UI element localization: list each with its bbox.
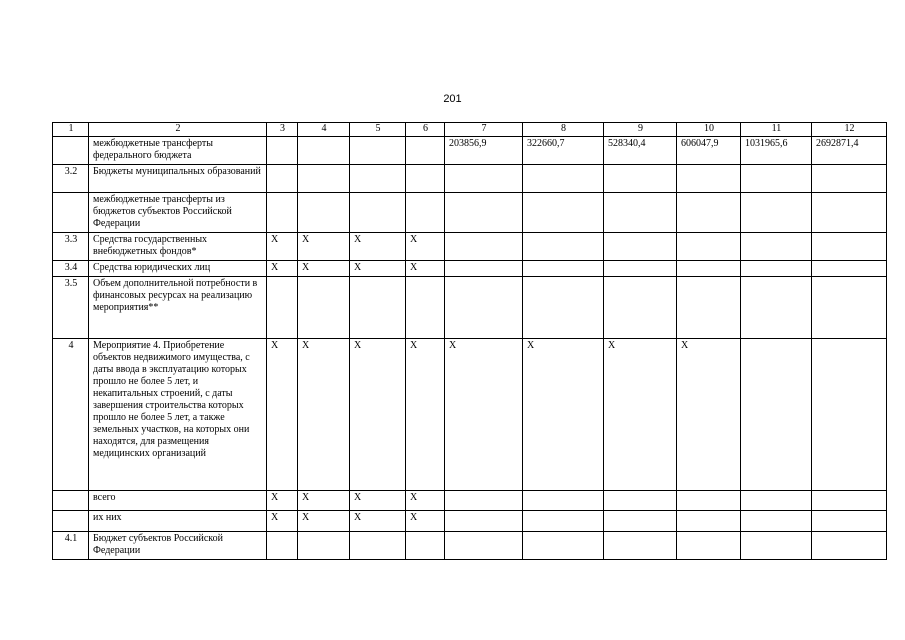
table-cell: X	[267, 261, 298, 277]
table-cell: X	[298, 511, 350, 532]
table-row	[53, 339, 887, 491]
table-cell	[677, 532, 741, 560]
table-cell	[812, 277, 887, 339]
table-cell	[523, 532, 604, 560]
table-cell	[741, 339, 812, 491]
table-row	[53, 511, 887, 532]
table-cell: X	[350, 233, 406, 261]
table-cell	[406, 165, 445, 193]
table-cell	[267, 277, 298, 339]
row-number	[53, 137, 89, 165]
table-row	[53, 532, 887, 560]
table-cell: X	[298, 491, 350, 511]
table-cell	[812, 193, 887, 233]
table-cell	[812, 532, 887, 560]
table-cell	[406, 193, 445, 233]
table-cell: X	[445, 339, 523, 491]
row-number	[53, 193, 89, 233]
table-cell	[812, 511, 887, 532]
table-row	[53, 165, 887, 193]
table-cell	[677, 233, 741, 261]
table-cell	[445, 233, 523, 261]
table-cell: X	[406, 233, 445, 261]
table-cell	[445, 165, 523, 193]
table-cell	[523, 261, 604, 277]
table-cell	[267, 193, 298, 233]
table-cell	[298, 532, 350, 560]
column-header: 7	[445, 123, 523, 137]
table-row	[53, 491, 887, 511]
table-cell	[741, 233, 812, 261]
table-cell	[445, 261, 523, 277]
column-header: 12	[812, 123, 887, 137]
table-cell: X	[298, 339, 350, 491]
table-cell	[677, 193, 741, 233]
table-cell: X	[604, 339, 677, 491]
table-cell	[267, 137, 298, 165]
table-cell	[604, 193, 677, 233]
table-cell: 203856,9	[445, 137, 523, 165]
table-cell	[677, 511, 741, 532]
table-row	[53, 277, 887, 339]
row-number	[53, 491, 89, 511]
table-cell	[523, 277, 604, 339]
table-cell: X	[267, 339, 298, 491]
table-cell	[741, 532, 812, 560]
table-cell: X	[677, 339, 741, 491]
table-cell	[677, 491, 741, 511]
table-row	[53, 137, 887, 165]
table-cell	[406, 532, 445, 560]
table-cell	[445, 532, 523, 560]
table-cell	[741, 491, 812, 511]
table-cell	[350, 165, 406, 193]
table-cell	[604, 532, 677, 560]
table-row	[53, 233, 887, 261]
column-header: 5	[350, 123, 406, 137]
table-cell	[812, 165, 887, 193]
table-cell	[677, 261, 741, 277]
row-number: 4	[53, 339, 89, 491]
table-cell	[741, 511, 812, 532]
row-number: 3.4	[53, 261, 89, 277]
table-cell: X	[350, 339, 406, 491]
column-header: 1	[53, 123, 89, 137]
page-number: 201	[443, 93, 462, 105]
table-cell	[445, 277, 523, 339]
table-cell	[604, 277, 677, 339]
table-cell	[267, 165, 298, 193]
table-cell	[741, 261, 812, 277]
table-cell	[350, 137, 406, 165]
table-cell: X	[406, 491, 445, 511]
table-cell: 322660,7	[523, 137, 604, 165]
table-cell: 2692871,4	[812, 137, 887, 165]
table-cell: X	[298, 261, 350, 277]
table-cell	[741, 193, 812, 233]
table-cell: X	[298, 233, 350, 261]
column-header: 10	[677, 123, 741, 137]
table-cell	[741, 165, 812, 193]
row-description: Бюджеты муниципальных образований	[89, 165, 267, 193]
table-cell	[604, 491, 677, 511]
table-cell	[677, 165, 741, 193]
table-cell	[523, 491, 604, 511]
table-cell	[267, 532, 298, 560]
table-cell: X	[267, 511, 298, 532]
table-cell	[604, 233, 677, 261]
table-row	[53, 193, 887, 233]
table-cell: X	[523, 339, 604, 491]
table-cell: 528340,4	[604, 137, 677, 165]
column-header: 9	[604, 123, 677, 137]
table-cell: X	[350, 261, 406, 277]
row-description: Средства юридических лиц	[89, 261, 267, 277]
table-cell	[350, 193, 406, 233]
table-cell	[604, 511, 677, 532]
row-description: их них	[89, 511, 267, 532]
row-number: 3.2	[53, 165, 89, 193]
column-header: 11	[741, 123, 812, 137]
column-header: 6	[406, 123, 445, 137]
table-cell	[523, 165, 604, 193]
table-cell	[741, 277, 812, 339]
column-header: 3	[267, 123, 298, 137]
column-number-row	[53, 123, 887, 137]
table-cell	[812, 233, 887, 261]
table-cell	[523, 511, 604, 532]
table-cell: X	[406, 261, 445, 277]
table-cell	[677, 277, 741, 339]
row-description: Мероприятие 4. Приобретение объектов недвижимого имущества, с даты ввода в эксплуатацию которых прошло не более 5 лет, и некапитальных строений, с даты завершения строительства которых прошло не более 5 лет, а также земельных участков, на которых они находятся, для размещения медицинских организаций	[89, 339, 267, 491]
table-cell	[812, 261, 887, 277]
row-description: межбюджетные трансферты из бюджетов субъектов Российской Федерации	[89, 193, 267, 233]
table-cell	[445, 511, 523, 532]
table-cell	[298, 165, 350, 193]
table-cell: X	[350, 491, 406, 511]
table-cell: X	[350, 511, 406, 532]
row-number	[53, 511, 89, 532]
column-header: 8	[523, 123, 604, 137]
table-cell	[298, 277, 350, 339]
row-number: 3.5	[53, 277, 89, 339]
financing-table	[52, 122, 887, 560]
table-cell	[604, 165, 677, 193]
table-cell: X	[406, 511, 445, 532]
table-cell	[523, 233, 604, 261]
table-cell	[350, 532, 406, 560]
column-header: 4	[298, 123, 350, 137]
row-description: Средства государственных внебюджетных фондов*	[89, 233, 267, 261]
table-cell	[445, 491, 523, 511]
table-cell: X	[406, 339, 445, 491]
row-number: 3.3	[53, 233, 89, 261]
table-cell: X	[267, 233, 298, 261]
table-cell	[350, 277, 406, 339]
row-description: межбюджетные трансферты федерального бюджета	[89, 137, 267, 165]
row-description: Бюджет субъектов Российской Федерации	[89, 532, 267, 560]
table-cell	[523, 193, 604, 233]
row-number: 4.1	[53, 532, 89, 560]
table-cell: 1031965,6	[741, 137, 812, 165]
table-cell	[812, 339, 887, 491]
row-description: всего	[89, 491, 267, 511]
row-description: Объем дополнительной потребности в финансовых ресурсах на реализацию мероприятия**	[89, 277, 267, 339]
table-cell	[406, 137, 445, 165]
table-cell: 606047,9	[677, 137, 741, 165]
table-cell	[812, 491, 887, 511]
table-cell: X	[267, 491, 298, 511]
column-header: 2	[89, 123, 267, 137]
table-cell	[406, 277, 445, 339]
table-row	[53, 261, 887, 277]
table-cell	[445, 193, 523, 233]
table-cell	[298, 193, 350, 233]
table-cell	[604, 261, 677, 277]
table-cell	[298, 137, 350, 165]
